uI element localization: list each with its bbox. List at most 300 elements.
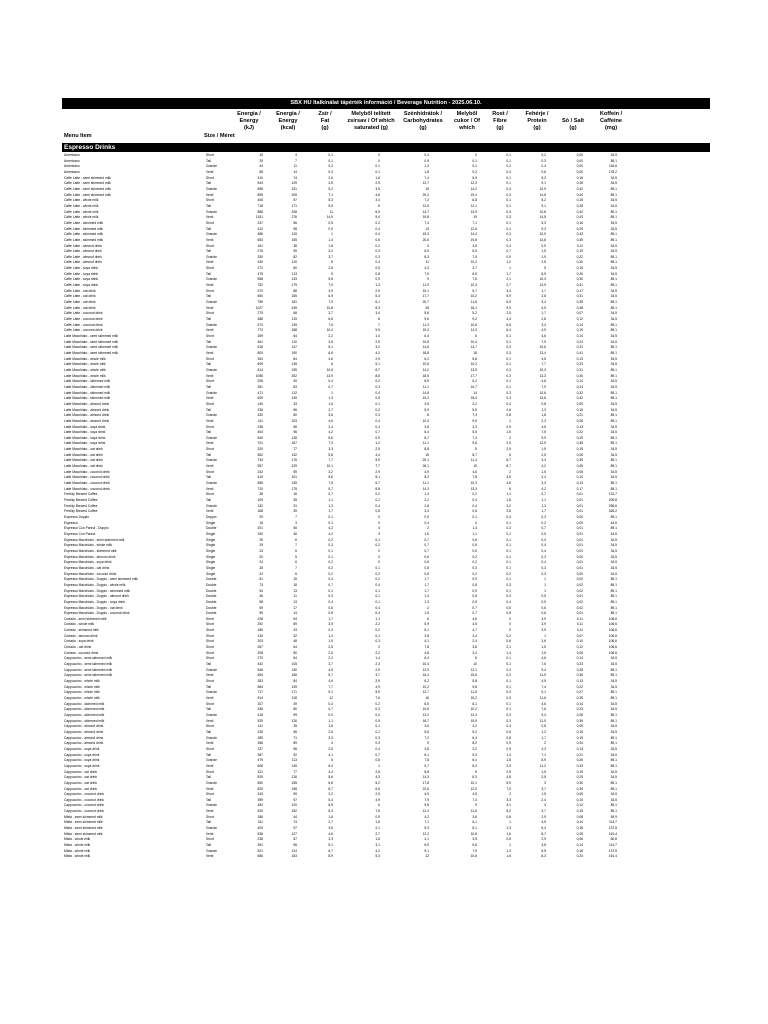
cell-item-name: Cappuccino - soya drink — [64, 758, 100, 763]
cell-size: Tall — [206, 317, 211, 322]
cell-protein: 1,1 — [541, 498, 546, 503]
cell-saturated-fat: 0,2 — [375, 701, 380, 706]
cell-fibre: 0,3 — [506, 396, 511, 401]
cell-caffeine: 89,1 — [610, 599, 617, 604]
cell-carbohydrates: 4,1 — [424, 639, 429, 644]
cell-item-name: Caffe Latte - whole milk — [64, 203, 99, 208]
cell-item-name: Caffe Latte - almond drink — [64, 260, 102, 265]
cell-item-name: Cappuccino - almond drink — [64, 735, 104, 740]
cell-fat: 13,9 — [326, 373, 333, 378]
cell-salt: 0,24 — [576, 339, 583, 344]
cell-fibre: 0,1 — [506, 701, 511, 706]
cell-fat: 0,1 — [328, 153, 333, 157]
cell-sugar: 4,5 — [472, 622, 477, 627]
cell-energy-kcal: 71 — [293, 735, 297, 740]
cell-protein: 0,5 — [541, 594, 546, 599]
cell-carbohydrates: 10,8 — [422, 339, 429, 344]
cell-fibre: 0,2 — [506, 571, 511, 576]
cell-fibre: 0,9 — [506, 741, 511, 746]
cell-size: Tall — [206, 158, 211, 163]
cell-caffeine: 34,5 — [610, 554, 617, 559]
cell-sugar: 7,4 — [472, 797, 477, 802]
cell-fibre: 2 — [509, 435, 511, 440]
cell-fibre: 0,3 — [506, 690, 511, 695]
cell-fibre: 0,3 — [506, 712, 511, 717]
cell-saturated-fat: 3,7 — [375, 673, 380, 678]
cell-fat: 1,6 — [328, 724, 333, 729]
cell-protein: 1,2 — [541, 729, 546, 734]
cell-salt: 0,45 — [576, 237, 583, 242]
cell-energy-kj: 180 — [257, 628, 263, 633]
cell-size: Double — [206, 599, 217, 604]
cell-protein: 0,4 — [541, 537, 546, 542]
cell-caffeine: 89,1 — [610, 690, 617, 695]
cell-caffeine: 89,1 — [610, 803, 617, 808]
cell-caffeine: 34,5 — [610, 356, 617, 361]
cell-energy-kcal: 74 — [293, 175, 297, 180]
cell-fat: 0,5 — [328, 611, 333, 616]
cell-carbohydrates: 16,4 — [422, 673, 429, 678]
cell-protein: 4,3 — [541, 746, 546, 751]
cell-fat: 3,9 — [328, 288, 333, 293]
cell-salt: 0,26 — [576, 758, 583, 763]
cell-fat: 5,8 — [328, 277, 333, 282]
cell-salt: 0,40 — [576, 373, 583, 378]
cell-caffeine: 89,1 — [610, 577, 617, 582]
cell-sugar: 7,6 — [472, 277, 477, 282]
cell-protein: 6,5 — [541, 848, 546, 853]
cell-sugar: 18,4 — [470, 396, 477, 401]
cell-carbohydrates: 7,2 — [424, 198, 429, 203]
cell-caffeine: 114,7 — [608, 820, 617, 825]
cell-energy-kj: 24 — [259, 571, 263, 576]
cell-sugar: 10,8 — [470, 831, 477, 836]
cell-salt: 0,01 — [576, 537, 583, 542]
cell-salt: 0,06 — [576, 469, 583, 474]
cell-fibre: 0,1 — [506, 181, 511, 186]
cell-caffeine: 34,5 — [610, 729, 617, 734]
cell-caffeine: 161,4 — [608, 854, 617, 859]
cell-size: Short — [206, 616, 214, 621]
cell-item-name: Latte Macchiato - soya drink — [64, 430, 106, 435]
cell-sugar: 0,2 — [472, 560, 477, 565]
cell-carbohydrates: 19,8 — [422, 215, 429, 220]
cell-energy-kcal: 13 — [293, 599, 297, 604]
cell-sugar: 0,7 — [472, 611, 477, 616]
cell-protein: 3 — [544, 780, 546, 785]
cell-item-name: Latte Macchiato - oat drink — [64, 452, 103, 457]
cell-energy-kcal: 69 — [293, 622, 297, 627]
cell-carbohydrates: 6,9 — [424, 249, 429, 254]
cell-sugar: 3,2 — [472, 401, 477, 406]
cell-sugar: 7,3 — [472, 435, 477, 440]
cell-sugar: 0,2 — [472, 492, 477, 497]
cell-caffeine: 34,5 — [610, 401, 617, 406]
cell-salt: 0,18 — [576, 826, 583, 831]
cell-fat: 0,4 — [328, 701, 333, 706]
cell-sugar: 0,2 — [472, 169, 477, 174]
cell-size: Grande — [206, 826, 217, 831]
cell-fat: 4,1 — [328, 752, 333, 757]
cell-sugar: 10,2 — [470, 362, 477, 367]
cell-energy-kj: 237 — [257, 746, 263, 751]
cell-protein: 3,9 — [541, 616, 546, 621]
cell-energy-kcal: 132 — [291, 452, 297, 457]
cell-fibre: 2,1 — [506, 277, 511, 282]
cell-salt: 0,23 — [576, 362, 583, 367]
cell-sugar: 0,7 — [472, 605, 477, 610]
cell-fat: 0,7 — [328, 384, 333, 389]
cell-fat: 5 — [331, 260, 333, 265]
cell-size: Short — [206, 175, 214, 180]
cell-fibre: 2,2 — [506, 503, 511, 508]
cell-sugar: 2,4 — [472, 639, 477, 644]
cell-energy-kj: 461 — [257, 339, 263, 344]
cell-sugar: 13,7 — [470, 345, 477, 350]
cell-carbohydrates: 10,6 — [422, 707, 429, 712]
cell-protein: 4,6 — [541, 334, 546, 338]
cell-sugar: 0,4 — [472, 503, 477, 508]
cell-size: Tall — [206, 203, 211, 208]
cell-size: Short — [206, 334, 214, 338]
cell-carbohydrates: 4,9 — [424, 469, 429, 474]
cell-caffeine: 34,5 — [610, 220, 617, 225]
cell-saturated-fat: 0,1 — [375, 588, 380, 593]
cell-caffeine: 137,5 — [608, 848, 617, 853]
cell-fat: 1,1 — [328, 498, 333, 503]
cell-salt: 0,08 — [576, 837, 583, 842]
cell-energy-kcal: 82 — [293, 254, 297, 259]
cell-energy-kcal: 101 — [291, 475, 297, 480]
cell-size: Tall — [206, 226, 211, 231]
cell-salt: 0,15 — [576, 729, 583, 734]
cell-item-name: Caffe Latte - skimmed milk — [64, 226, 103, 231]
cell-item-name: Freshly Brewed Coffee — [64, 498, 98, 503]
cell-item-name: Caffe Latte - whole milk — [64, 198, 99, 203]
cell-fibre: 0,3 — [506, 192, 511, 197]
cell-size: Short — [206, 220, 214, 225]
cell-salt: 0,01 — [576, 498, 583, 503]
cell-fibre: 0,9 — [506, 424, 511, 429]
cell-size: Tall — [206, 498, 211, 503]
cell-energy-kcal: 57 — [293, 837, 297, 842]
cell-size: Short — [206, 424, 214, 429]
cell-energy-kj: 207 — [257, 701, 263, 706]
cell-protein: 3,3 — [541, 481, 546, 486]
cell-salt: 0,17 — [576, 288, 583, 293]
cell-energy-kcal: 96 — [293, 843, 297, 848]
cell-fat: 7,7 — [328, 458, 333, 463]
cell-sugar: 15,9 — [470, 718, 477, 723]
cell-size: Short — [206, 628, 214, 633]
cell-fat: 3,4 — [328, 769, 333, 774]
cell-carbohydrates: 12,7 — [422, 181, 429, 186]
cell-fat: 0,1 — [328, 588, 333, 593]
cell-carbohydrates: 6,4 — [424, 656, 429, 661]
cell-size: Grande — [206, 735, 217, 740]
cell-energy-kj: 387 — [257, 752, 263, 757]
cell-salt: 0,43 — [576, 232, 583, 237]
cell-size: Grande — [206, 481, 217, 486]
cell-carbohydrates: 6,1 — [424, 628, 429, 633]
cell-energy-kj: 321 — [257, 769, 263, 774]
cell-caffeine: 89,1 — [610, 741, 617, 746]
cell-protein: 2,8 — [541, 294, 546, 299]
cell-salt: 0,26 — [576, 452, 583, 457]
cell-caffeine: 34,5 — [610, 769, 617, 774]
cell-size: Short — [206, 198, 214, 203]
cell-carbohydrates: 11,1 — [422, 441, 429, 446]
cell-energy-kj: 701 — [257, 441, 263, 446]
cell-protein: 14,5 — [539, 215, 546, 220]
cell-protein: 0,9 — [541, 243, 546, 248]
cell-protein: 3,7 — [541, 786, 546, 791]
cell-sugar: 19 — [473, 215, 477, 220]
cell-fibre: 1,6 — [506, 831, 511, 836]
cell-energy-kj: 59 — [259, 611, 263, 616]
cell-saturated-fat: 0,1 — [375, 164, 380, 169]
cell-energy-kcal: 33 — [293, 401, 297, 406]
cell-fat: 5,2 — [328, 186, 333, 191]
cell-caffeine: 34,5 — [610, 543, 617, 548]
cell-size: Grande — [206, 322, 217, 327]
cell-protein: 0,6 — [541, 605, 546, 610]
cell-saturated-fat: 0,5 — [375, 396, 380, 401]
cell-fibre: 2,5 — [506, 311, 511, 316]
cell-salt: 0,35 — [576, 300, 583, 305]
header-fibre: Rost / Fibre (g) — [492, 111, 508, 131]
cell-sugar: 11,8 — [470, 690, 477, 695]
cell-size: Tall — [206, 339, 211, 344]
cell-saturated-fat: 7 — [378, 322, 380, 327]
cell-size: Grande — [206, 758, 217, 763]
cell-caffeine: 34,5 — [610, 424, 617, 429]
cell-item-name: Caffe Latte - semi skimmed milk — [64, 175, 111, 180]
cell-caffeine: 34,5 — [610, 249, 617, 254]
cell-size: Short — [206, 243, 214, 248]
cell-size: Venti — [206, 673, 214, 678]
cell-item-name: Espresso Macchiato - whole milk — [64, 543, 113, 548]
cell-salt: 0,36 — [576, 718, 583, 723]
cell-carbohydrates: 6,4 — [424, 430, 429, 435]
cell-carbohydrates: 0,6 — [424, 554, 429, 559]
column-header-row — [62, 109, 710, 143]
cell-fibre: 2 — [509, 792, 511, 797]
cell-fat: 3,3 — [328, 447, 333, 452]
cell-energy-kcal: 50 — [293, 650, 297, 655]
cell-size: Venti — [206, 696, 214, 700]
header-salt: Só / Salt (g) — [561, 118, 585, 131]
cell-size: Double — [206, 526, 217, 531]
cell-salt: 0,21 — [576, 752, 583, 757]
cell-caffeine: 34,5 — [610, 656, 617, 661]
cell-saturated-fat: 7,6 — [375, 809, 380, 814]
cell-sugar: 3,2 — [472, 746, 477, 751]
cell-energy-kcal: 84 — [293, 356, 297, 361]
cell-fibre: 0,1 — [506, 537, 511, 542]
cell-energy-kj: 752 — [257, 283, 263, 288]
cell-sugar: 12,4 — [470, 712, 477, 717]
cell-item-name: Latte Macchiato - semi skimmed milk — [64, 334, 119, 338]
cell-saturated-fat: 8,3 — [375, 305, 380, 310]
cell-energy-kj: 38 — [259, 492, 263, 497]
cell-size: Single — [206, 554, 216, 559]
cell-caffeine: 89,1 — [610, 696, 617, 700]
cell-saturated-fat: 2,9 — [375, 792, 380, 797]
cell-energy-kcal: 18 — [293, 582, 297, 587]
cell-carbohydrates: 7,8 — [424, 645, 429, 650]
cell-sugar: 5 — [475, 447, 477, 452]
cell-item-name: Caffe Latte - coconut drink — [64, 317, 103, 322]
cell-fibre: 0,2 — [506, 164, 511, 169]
cell-sugar: 0,6 — [472, 537, 477, 542]
cell-fibre: 9,3 — [506, 305, 511, 310]
cell-salt: 0,25 — [576, 831, 583, 836]
cell-energy-kj: 132 — [257, 503, 263, 508]
cell-carbohydrates: 12,9 — [422, 667, 429, 672]
cell-carbohydrates: 6,1 — [424, 752, 429, 757]
cell-carbohydrates: 0,4 — [424, 153, 429, 157]
cell-energy-kcal: 97 — [293, 797, 297, 802]
cell-saturated-fat: 0 — [378, 548, 380, 553]
cell-sugar: 12,6 — [470, 226, 477, 231]
cell-energy-kj: 15 — [259, 153, 263, 157]
cell-energy-kcal: 35 — [293, 498, 297, 503]
cell-fat: 9,7 — [328, 486, 333, 491]
cell-item-name: Freshly Brewed Coffee — [64, 509, 98, 514]
cell-saturated-fat: 0,9 — [375, 277, 380, 282]
cell-size: Tall — [206, 729, 211, 734]
cell-item-name: Cappuccino - whole milk — [64, 684, 100, 689]
cell-caffeine: 89,1 — [610, 209, 617, 214]
cell-saturated-fat: 3,5 — [375, 186, 380, 191]
cell-protein: 4,2 — [541, 464, 546, 469]
cell-fat: 0,7 — [328, 707, 333, 712]
cell-energy-kcal: 64 — [293, 656, 297, 661]
cell-caffeine: 209,8 — [608, 498, 617, 503]
cell-protein: 3,9 — [541, 628, 546, 633]
cell-caffeine: 178,2 — [608, 169, 617, 174]
cell-item-name: Mista - semi skimmed milk — [64, 814, 103, 819]
cell-energy-kj: 412 — [257, 226, 263, 231]
cell-sugar: 3,8 — [472, 243, 477, 248]
cell-protein: 0,7 — [541, 526, 546, 531]
cell-saturated-fat: 2,9 — [375, 667, 380, 672]
cell-carbohydrates: 17,7 — [422, 294, 429, 299]
cell-item-name: Espresso Macchiato - Doppio - whole milk — [64, 582, 126, 587]
cell-caffeine: 89,1 — [610, 192, 617, 197]
cell-item-name: Latte Macchiato - whole milk — [64, 367, 106, 372]
cell-sugar: 17,7 — [470, 373, 477, 378]
cell-sugar: 11,6 — [470, 809, 477, 814]
cell-fibre: 0,1 — [506, 662, 511, 667]
cell-item-name: Caffe Latte - soya drink — [64, 271, 99, 276]
cell-protein: 8,9 — [541, 271, 546, 276]
cell-energy-kcal: 99 — [293, 712, 297, 717]
cell-sugar: 7,8 — [472, 475, 477, 480]
cell-carbohydrates: 0,7 — [424, 548, 429, 553]
cell-saturated-fat: 0,5 — [375, 266, 380, 271]
cell-fat: 3,7 — [328, 662, 333, 667]
cell-sugar: 3,6 — [472, 814, 477, 819]
cell-sugar: 0,8 — [472, 582, 477, 587]
cell-item-name: Cappuccino - semi skimmed milk — [64, 662, 113, 667]
cell-protein: 1,7 — [541, 735, 546, 740]
cell-fat: 5 — [331, 758, 333, 763]
cell-fibre: 0,2 — [506, 633, 511, 638]
cell-item-name: Caffe Latte - skimmed milk — [64, 232, 103, 237]
cell-energy-kj: 608 — [257, 763, 263, 768]
cell-size: Short — [206, 153, 214, 157]
cell-size: Tall — [206, 775, 211, 780]
cell-caffeine: 34,5 — [610, 746, 617, 751]
cell-caffeine: 34,5 — [610, 684, 617, 689]
cell-energy-kcal: 7 — [295, 158, 297, 163]
cell-fibre: 4,6 — [506, 481, 511, 486]
cell-fat: 2,4 — [328, 424, 333, 429]
cell-protein: 5,2 — [541, 198, 546, 203]
cell-fibre: 1,3 — [506, 848, 511, 853]
cell-energy-kcal: 276 — [291, 215, 297, 220]
cell-sugar: 10,4 — [470, 339, 477, 344]
cell-fat: 10,4 — [326, 328, 333, 333]
cell-carbohydrates: 6,5 — [424, 379, 429, 384]
cell-size: Short — [206, 792, 214, 797]
cell-energy-kcal: 56 — [293, 729, 297, 734]
cell-energy-kj: 698 — [257, 186, 263, 191]
cell-energy-kj: 734 — [257, 458, 263, 463]
cell-size: Double — [206, 577, 217, 582]
header-energy-kj: Energia / Energy (kJ) — [237, 111, 261, 131]
cell-energy-kj: 161 — [257, 243, 263, 248]
cell-protein: 1 — [544, 577, 546, 582]
cell-item-name: Caffe Latte - oat drink — [64, 300, 96, 305]
cell-protein: 7,7 — [541, 362, 546, 367]
cell-saturated-fat: 0,2 — [375, 628, 380, 633]
cell-salt: 0,00 — [576, 515, 583, 519]
cell-carbohydrates: 13 — [425, 226, 429, 231]
cell-fat: 2,6 — [328, 175, 333, 180]
cell-fat: 8 — [331, 362, 333, 367]
cell-salt: 0,22 — [576, 254, 583, 259]
cell-saturated-fat: 0,4 — [375, 746, 380, 751]
cell-energy-kcal: 171 — [291, 690, 297, 695]
cell-fibre: 0,1 — [506, 565, 511, 570]
cell-energy-kcal: 245 — [291, 305, 297, 310]
cell-fibre: 1 — [509, 820, 511, 825]
cell-size: Grande — [206, 667, 217, 672]
cell-caffeine: 89,1 — [610, 594, 617, 599]
cell-salt: 0,35 — [576, 458, 583, 463]
cell-salt: 0,01 — [576, 548, 583, 553]
cell-fibre: 1 — [509, 843, 511, 848]
cell-saturated-fat: 8,8 — [375, 486, 380, 491]
cell-carbohydrates: 20,6 — [422, 237, 429, 242]
table-row — [62, 854, 710, 860]
cell-salt: 0,01 — [576, 531, 583, 536]
cell-protein: 1 — [544, 588, 546, 593]
cell-energy-kcal: 171 — [291, 203, 297, 208]
cell-fat: 1,3 — [328, 396, 333, 401]
cell-salt: 0,31 — [576, 345, 583, 350]
cell-fat: 4 — [331, 741, 333, 746]
cell-salt: 0,09 — [576, 401, 583, 406]
cell-energy-kcal: 229 — [291, 464, 297, 469]
cell-saturated-fat: 0,2 — [375, 729, 380, 734]
cell-caffeine: 89,1 — [610, 718, 617, 723]
cell-salt: 0,10 — [576, 639, 583, 644]
cell-protein: 5,3 — [541, 175, 546, 180]
